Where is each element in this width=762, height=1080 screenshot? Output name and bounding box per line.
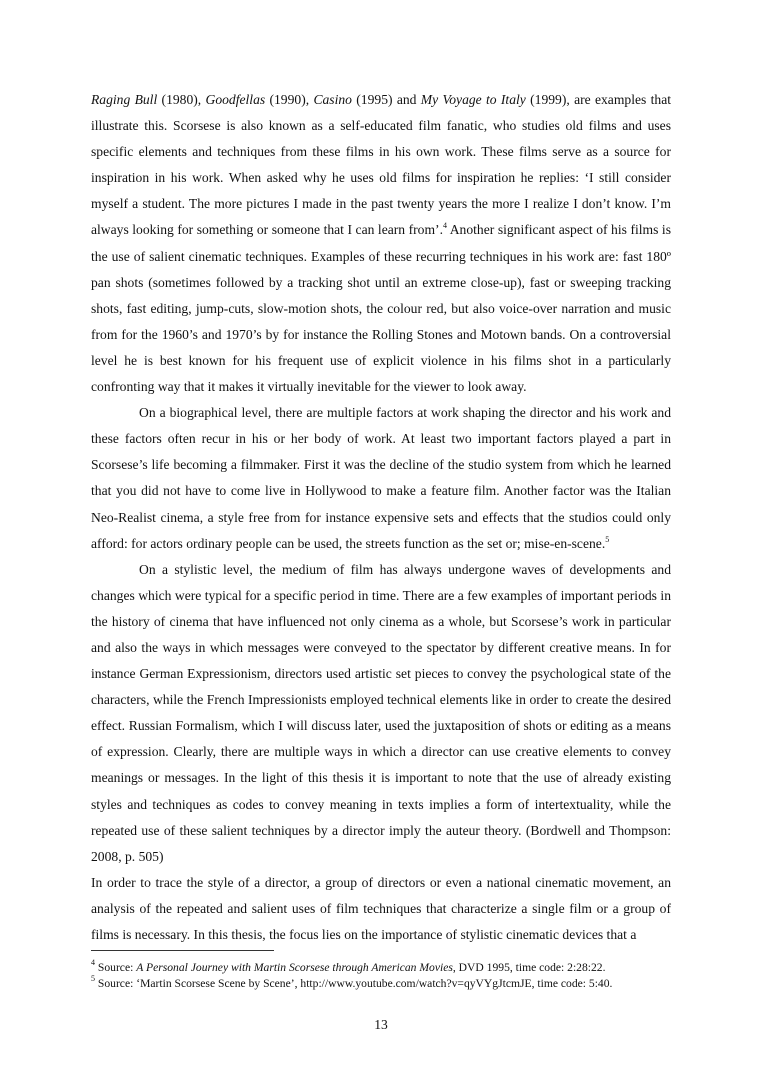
text-run: On a biographical level, there are multiple factors at work shaping the director and his work and these factors often recur in his or her body of work. At least two important factors played a part in Scorsese’s life becoming a filmmaker. First it was the decline of the studio system from which he learned that you did not have to come live in Hollywood to make a feature film. Another factor was the Italian Neo-Realist cinema, a style free from for instance expensive sets and effects that the studios could only afford: for actors ordinary people can be used, the streets function as the set or; mise-en-scene. bbox=[91, 405, 671, 551]
paragraph bbox=[91, 557, 671, 870]
paragraph bbox=[91, 400, 671, 557]
italic-title: Raging Bull bbox=[91, 92, 158, 107]
footnote bbox=[91, 960, 691, 976]
text-run: Source: ‘Martin Scorsese Scene by Scene’, http://www.youtube.com/watch?v=qyVYgJtcmJE, time code: 5:40. bbox=[95, 976, 613, 990]
text-run: , DVD 1995, time code: 2:28:22. bbox=[452, 961, 606, 974]
text-run: Another significant aspect of his films is the use of salient cinematic techniques. Examples of these recurring techniques in his work are: fast 180º pan shots (sometimes followed by a tracking shot until an extreme close-up), fast or sweeping tracking shots, fast editing, jump-cuts, slow-motion shots, the colour red, but also voice-over narration and music from for the 1960’s and 1970’s by for instance the Rolling Stones and Motown bands. On a controversial level he is best known for his frequent use of explicit violence in his films shot in a particularly confronting way that it makes it virtually inevitable for the viewer to look away. bbox=[91, 222, 671, 395]
italic-title: My Voyage to Italy bbox=[420, 92, 526, 107]
text-run: (1995) and bbox=[351, 92, 421, 107]
footnote-separator bbox=[91, 950, 274, 951]
italic-title: Casino bbox=[313, 92, 352, 107]
text-run: In order to trace the style of a director, a group of directors or even a national cinematic movement, an analysis of the repeated and salient uses of film techniques that characterize a single film or a group of films is necessary. In this thesis, the focus lies on the importance of stylistic cinematic devices that a bbox=[91, 874, 671, 942]
italic-title: Goodfellas bbox=[205, 92, 266, 107]
text-run: (1980), bbox=[157, 92, 206, 107]
text-run: On a stylistic level, the medium of film has always undergone waves of developments and changes which were typical for a specific period in time. There are a few examples of important periods in the history of cinema that have influenced not only cinema as a whole, but Scorsese’s work in particular and also the ways in which messages were conveyed to the spectator by different creative means. In for instance German Expressionism, directors used artistic set pieces to convey the psychological state of the characters, while the French Impressionists employed technical elements like in order to create the desired effect. Russian Formalism, which I will discuss later, used the juxtaposition of shots or editing as a means of expression. Clearly, there are multiple ways in which a director can use creative elements to convey meanings or messages. In the light of this thesis it is important to note that the use of already existing styles and techniques as codes to convey meaning in texts implies a form of intertextuality, while the repeated use of these salient techniques by a director imply the auteur theory. (Bordwell and Thompson: 2008, p. 505) bbox=[91, 561, 671, 864]
body-text bbox=[91, 87, 671, 948]
footnote-marker: 5 bbox=[605, 534, 610, 544]
footnote-marker: 5 bbox=[91, 973, 95, 983]
footnote bbox=[91, 973, 691, 992]
italic-title: A Personal Journey with Martin Scorsese through American Movies bbox=[136, 961, 453, 974]
text-run: (1999), are examples that illustrate this. Scorsese is also known as a self-educated film fanatic, who studies old films and uses specific elements and techniques from these films in his own work. These films serve as a source for inspiration in his work. When asked why he uses old films for inspiration he replies: ‘I still consider myself a student. The more pictures I made in the past twenty years the more I realize I don’t know. I’m always looking for something or someone that I can learn from’. bbox=[91, 92, 672, 238]
text-run: (1990), bbox=[265, 92, 314, 107]
page-number: 13 bbox=[374, 1017, 388, 1032]
footnotes bbox=[91, 960, 691, 991]
footnote-marker: 4 bbox=[91, 958, 95, 967]
footnote-marker: 4 bbox=[442, 221, 447, 231]
text-run: Source: bbox=[95, 961, 137, 974]
paragraph bbox=[91, 87, 671, 400]
paragraph bbox=[91, 870, 671, 948]
